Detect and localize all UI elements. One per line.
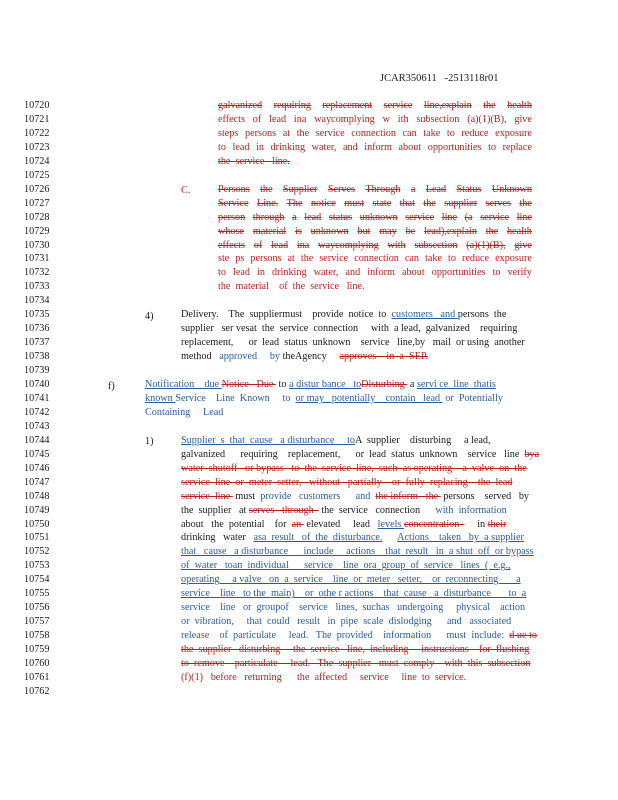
word: reduce: [461, 253, 490, 265]
word: to: [218, 267, 226, 279]
word: verify: [507, 267, 532, 279]
text-run: [382, 532, 397, 543]
line-number: 10735: [24, 309, 50, 321]
word: through: [252, 211, 285, 223]
word: of: [253, 239, 263, 251]
text-line: [218, 142, 532, 153]
line-number: 10759: [24, 644, 50, 656]
inserted-text: customers and: [391, 309, 458, 321]
item-label-4: 4): [145, 311, 154, 322]
text-run: persons the: [457, 309, 507, 321]
word: the: [260, 183, 273, 195]
deleted-text: Disturbing: [361, 379, 408, 390]
line-number: 10758: [24, 630, 50, 642]
text-line: [218, 212, 532, 223]
word: supplier: [444, 197, 478, 209]
text-run: A supplier disturbing a lead,: [355, 434, 491, 446]
word: waycomplying: [314, 113, 375, 125]
word: and: [342, 141, 358, 153]
line-number: 10729: [24, 225, 50, 237]
word: material: [252, 225, 287, 237]
inserted-text: operating a valve on a service line or meter setter, or reconnecting a: [181, 574, 521, 586]
line-number: 10730: [24, 239, 50, 251]
text-run: with information: [435, 504, 507, 516]
line-number: 10734: [24, 295, 50, 307]
text-line: [218, 114, 532, 125]
text-run: service line or groupof service lines, suchas undergoing physical action: [181, 602, 526, 614]
deleted-text: Notice Due: [221, 379, 276, 390]
word: connection: [351, 127, 396, 139]
word: steps: [218, 127, 239, 139]
word: ith: [397, 113, 409, 125]
text-line: [218, 226, 532, 237]
text-line: [145, 407, 223, 418]
text-run: in: [464, 518, 488, 530]
word: give: [514, 239, 532, 251]
text-line: [181, 630, 537, 641]
text-run: or vibration, that could result in pipe scale dislodging and associated: [181, 616, 512, 628]
word: health: [507, 100, 532, 111]
word: health: [507, 225, 532, 237]
text-run: or Potentially: [442, 392, 503, 404]
text-line: [181, 491, 529, 502]
line-number: 10757: [24, 616, 50, 628]
word: can: [404, 253, 420, 265]
item-label-f: f): [108, 381, 115, 392]
word: ste: [218, 253, 230, 265]
text-run: method: [181, 351, 220, 363]
line-number: 10733: [24, 281, 50, 293]
text-run: the supplier at: [181, 504, 249, 516]
line-number: 10720: [24, 100, 50, 111]
text-line: [181, 309, 506, 320]
word: can: [402, 127, 417, 139]
text-line: [218, 281, 365, 292]
word: Status: [456, 183, 482, 195]
text-line: [218, 253, 532, 264]
word: (a)(1)(B),: [466, 239, 506, 251]
word: reduce: [461, 127, 489, 139]
line-number: 10724: [24, 155, 50, 167]
text-run: galvanized requiring replacement, or lead status unknown service line: [181, 448, 525, 460]
word: (a: [464, 211, 473, 223]
word: lead),explain: [424, 225, 477, 237]
item-label-c: C.: [181, 185, 191, 196]
deleted-text: to remove particulate lead. The supplier must comply with this subsection: [181, 658, 531, 669]
line-number: 10761: [24, 671, 50, 683]
item-label-1: 1): [145, 436, 154, 447]
text-line: [218, 240, 532, 251]
text-run: drinking water: [181, 532, 254, 544]
text-line: [181, 658, 531, 669]
word: about: [402, 267, 425, 279]
line-number: 10740: [24, 379, 50, 390]
word: notice: [310, 197, 336, 209]
word: galvanized: [218, 100, 263, 111]
text-line: [181, 505, 507, 516]
deleted-text: serves through: [248, 504, 319, 516]
line-number: 10745: [24, 448, 50, 460]
word: must: [344, 197, 365, 209]
line-number: 10738: [24, 351, 50, 363]
word: at: [287, 253, 295, 265]
word: drinking: [272, 267, 307, 279]
word: the: [483, 100, 496, 111]
word: state: [372, 197, 392, 209]
word: to: [492, 267, 501, 279]
inserted-text: Notification due: [145, 379, 222, 390]
word: line,explain: [423, 100, 472, 111]
line-number: 10753: [24, 560, 50, 572]
text-run: replacement, or lead status unknown service line,by mail or using another: [181, 337, 525, 349]
line-number: 10731: [24, 253, 50, 265]
word: give: [514, 113, 532, 125]
line-number: 10762: [24, 685, 50, 697]
inserted-text: or may potentially contain lead: [295, 392, 443, 404]
inserted-text: Supplier s that cause a disturbance to: [181, 434, 355, 446]
text-line: [181, 323, 517, 334]
word: service: [480, 211, 510, 223]
text-run: elevated lead: [303, 518, 378, 530]
inserted-text: a distur bance to: [289, 379, 362, 390]
line-number: 10732: [24, 267, 50, 279]
text-line: [181, 546, 534, 557]
word: at: [282, 127, 291, 139]
line-number: 10725: [24, 169, 50, 181]
inserted-text: levels: [377, 518, 404, 530]
word: service: [383, 100, 413, 111]
word: connection: [354, 253, 399, 265]
text-line: [181, 337, 525, 348]
document-id-header: JCAR350611 -2513118r01: [380, 73, 499, 84]
word: service: [405, 211, 435, 223]
text-run: a: [407, 379, 417, 390]
line-number: 10742: [24, 406, 50, 418]
word: be: [405, 225, 416, 237]
word: take: [425, 253, 442, 265]
word: unknown: [310, 225, 349, 237]
word: service: [319, 253, 349, 265]
word: service: [315, 127, 345, 139]
word: about: [398, 141, 422, 153]
word: status: [328, 211, 353, 223]
word: the: [519, 197, 532, 209]
word: Line.: [257, 197, 279, 209]
word: serves: [485, 197, 511, 209]
deleted-text: service line or meter setter, without partially or fully replacing the lead: [181, 476, 513, 488]
text-run: approved by: [219, 351, 283, 363]
text-run: theAgency: [282, 351, 340, 363]
text-line: [181, 449, 539, 460]
text-line: [218, 184, 532, 195]
word: (a)(1)(B),: [467, 113, 507, 125]
word: water,: [313, 267, 339, 279]
text-line: [181, 351, 428, 362]
text-line: [181, 519, 506, 530]
text-line: [181, 574, 521, 585]
word: to: [218, 141, 226, 153]
deleted-text: their: [487, 518, 507, 530]
word: the: [300, 253, 314, 265]
text-run: persons served by: [440, 490, 530, 502]
word: subsection: [414, 239, 458, 251]
text-line: [145, 393, 503, 404]
line-number: 10750: [24, 518, 50, 530]
deleted-text: the service line.: [218, 155, 290, 167]
line-number: 10728: [24, 211, 50, 223]
word: lead: [304, 211, 322, 223]
word: exposure: [495, 253, 532, 265]
word: opportunities: [431, 267, 486, 279]
word: Unknown: [491, 183, 532, 195]
word: person: [218, 211, 246, 223]
inserted-text: of water toan individual service line ora group of service lines ( e.g.,: [181, 560, 511, 572]
deleted-text: an: [291, 518, 304, 530]
inserted-text: servi ce line thatis: [416, 379, 496, 390]
word: inform: [367, 267, 395, 279]
word: a: [292, 211, 297, 223]
word: Serves: [327, 183, 355, 195]
text-line: [181, 477, 512, 488]
word: may: [379, 225, 397, 237]
text-run: about the potential for: [181, 518, 292, 530]
word: line: [516, 211, 532, 223]
line-number: 10744: [24, 434, 50, 446]
word: with: [387, 239, 406, 251]
line-number: 10751: [24, 532, 50, 544]
word: lead: [232, 141, 250, 153]
text-run: Delivery. The suppliermust provide notice to: [181, 309, 392, 321]
word: ina: [296, 239, 310, 251]
deleted-text: the inform the: [375, 490, 441, 502]
word: to: [448, 253, 456, 265]
line-number: 10723: [24, 141, 50, 153]
word: take: [423, 127, 441, 139]
word: and: [345, 267, 361, 279]
line-number: 10727: [24, 197, 50, 209]
word: but: [357, 225, 371, 237]
word: Persons: [218, 183, 250, 195]
word: water,: [311, 141, 337, 153]
deleted-text: approves in a SEP.: [339, 351, 429, 363]
word: Through: [365, 183, 401, 195]
inserted-text: Actions taken by a supplier: [397, 532, 524, 544]
word: waycomplying: [318, 239, 379, 251]
line-number: 10737: [24, 337, 50, 349]
text-line: [181, 602, 525, 613]
text-line: [181, 672, 466, 683]
word: requiring: [273, 100, 311, 111]
text-line: [181, 644, 529, 655]
word: unknown: [359, 211, 398, 223]
text-run: Service Line Known to: [175, 392, 296, 404]
deleted-text: concentration: [403, 518, 465, 530]
text-run: release of particulate lead. The provided information must include:: [181, 630, 510, 642]
word: of: [252, 113, 262, 125]
word: to: [446, 127, 455, 139]
text-line: [218, 128, 532, 139]
text-line: [181, 463, 527, 474]
text-line: [181, 532, 524, 543]
text-run: must: [232, 490, 261, 502]
deleted-text: the supplier disturbing the service line, including instructions for flushing: [181, 644, 530, 656]
text-run: the material of the service line.: [218, 281, 365, 293]
text-run: provide customers and: [260, 490, 376, 502]
word: lead: [271, 239, 289, 251]
word: is: [295, 225, 302, 237]
word: effects: [218, 113, 245, 125]
word: the: [296, 127, 310, 139]
line-number: 10739: [24, 365, 50, 377]
line-number: 10754: [24, 574, 50, 586]
deleted-text: bya: [524, 448, 540, 460]
word: Supplier: [282, 183, 318, 195]
deleted-text: d ue to: [509, 630, 537, 642]
word: inform: [364, 141, 392, 153]
line-number: 10741: [24, 392, 50, 404]
text-line: [218, 156, 290, 167]
word: in: [257, 267, 265, 279]
word: whose: [218, 225, 245, 237]
text-line: [181, 616, 511, 627]
word: replace: [502, 141, 532, 153]
line-number: 10743: [24, 420, 50, 432]
word: The: [286, 197, 303, 209]
word: Service: [218, 197, 249, 209]
word: w: [382, 113, 390, 125]
word: ps: [235, 253, 245, 265]
word: in: [256, 141, 264, 153]
deleted-text: water shutoff or bypass to the service line, such as operating a valve on the: [181, 462, 527, 474]
text-run: Containing Lead: [145, 406, 224, 418]
line-number: 10721: [24, 113, 50, 125]
word: subsection: [416, 113, 460, 125]
word: Lead: [425, 183, 447, 195]
word: lead: [233, 267, 250, 279]
word: a: [410, 183, 416, 195]
text-run: the service connection: [318, 504, 436, 516]
line-number: 10736: [24, 323, 50, 335]
text-line: [181, 435, 491, 446]
word: that: [399, 197, 415, 209]
line-number: 10760: [24, 658, 50, 669]
word: persons: [244, 127, 277, 139]
text-line: [181, 560, 511, 571]
text-run: supplier ser vesat the service connection with a lead, galvanized requiring: [181, 323, 518, 335]
word: ina: [293, 113, 307, 125]
inserted-text: known: [145, 392, 176, 404]
line-number: 10749: [24, 504, 50, 516]
word: drinking: [270, 141, 306, 153]
line-number: 10748: [24, 490, 50, 502]
inserted-text: asa result of the disturbance.: [253, 532, 383, 544]
line-number: 10752: [24, 546, 50, 558]
inserted-text: service line to the main) or othe r actions that cause a disturbance to a: [181, 588, 527, 600]
word: replacement: [322, 100, 373, 111]
inserted-text: that cause a disturbance include actions that result in a shut off or bypass: [181, 546, 534, 558]
word: opportunities: [427, 141, 482, 153]
word: the: [485, 225, 499, 237]
word: effects: [218, 239, 245, 251]
text-run: to: [276, 379, 290, 390]
text-line: [218, 100, 532, 111]
text-line: [181, 588, 526, 599]
deleted-text: service line: [181, 490, 233, 502]
text-run: (f)(1) before returning the affected service line to service.: [181, 671, 467, 683]
line-number: 10747: [24, 476, 50, 488]
text-line: [218, 198, 532, 209]
word: to: [488, 141, 496, 153]
word: persons: [250, 253, 282, 265]
text-line: [218, 267, 532, 278]
line-number: 10726: [24, 183, 50, 195]
line-number: 10746: [24, 462, 50, 474]
word: exposure: [495, 127, 532, 139]
word: line: [441, 211, 458, 223]
word: the: [423, 197, 436, 209]
line-number: 10722: [24, 127, 50, 139]
text-line: [145, 379, 496, 390]
word: lead: [269, 113, 287, 125]
line-number: 10755: [24, 588, 50, 600]
line-number: 10756: [24, 602, 50, 614]
